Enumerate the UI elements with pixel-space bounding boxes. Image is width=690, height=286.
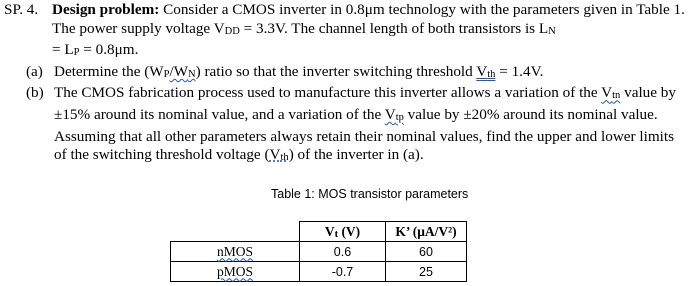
- part-b-post: ) of the inverter in (a).: [288, 146, 424, 164]
- vtp-sub: tp: [395, 111, 404, 123]
- header-vt-unit: (V): [338, 223, 361, 239]
- wp-subscript: P: [163, 68, 170, 80]
- part-a-label: (a): [26, 62, 43, 80]
- vtn-term: [601, 84, 620, 101]
- problem-intro: [52, 1, 688, 63]
- table-row: [171, 262, 467, 282]
- part-a-mid: /W: [169, 62, 189, 80]
- row-vt-nmos: 0.6: [300, 242, 386, 262]
- vth-main-b: V: [269, 146, 281, 164]
- part-a-text: [54, 63, 688, 85]
- wn-subscript: N: [188, 68, 196, 80]
- part-a-post-ratio: ) ratio so that the inverter switching threshold: [195, 62, 477, 80]
- header-k: K’ (μA/V²): [386, 222, 467, 242]
- vth-term-b: [270, 146, 289, 163]
- table-row: [171, 242, 467, 262]
- part-b-text: [54, 84, 688, 167]
- row-k-nmos: 60: [386, 242, 467, 262]
- header-vt-main: V: [324, 223, 335, 239]
- vdd-subscript: DD: [224, 25, 240, 37]
- part-a-post: = 1.4V.: [495, 62, 544, 80]
- ln-subscript: N: [548, 25, 556, 37]
- row-name-pmos: [171, 262, 300, 282]
- table-header-row: [171, 222, 467, 242]
- part-a: [26, 63, 688, 85]
- part-a-pre: Determine the (W: [54, 62, 164, 80]
- problem-title: Design problem:: [52, 1, 160, 18]
- vtp-main: V: [384, 105, 396, 123]
- vtn-main: V: [601, 84, 613, 102]
- header-blank: [171, 222, 300, 242]
- pmos-label: pMOS: [216, 263, 253, 279]
- problem-header: [4, 1, 688, 63]
- header-vt-sub: t: [334, 228, 339, 240]
- problem-statement: [4, 1, 688, 168]
- vth-main-a: V: [476, 62, 488, 80]
- vth-sub-a: th: [487, 68, 496, 80]
- part-b: [26, 84, 688, 167]
- vth-term-a: [476, 63, 495, 80]
- wn-term: [169, 63, 195, 80]
- problem-number: SP. 4.: [4, 1, 39, 18]
- part-b-mid2: value by ±20% around its nominal value. Assuming that all other parameters always retain their nominal values, find the upper and lower limits of the switching threshold voltage (: [54, 105, 674, 164]
- nmos-label: nMOS: [216, 243, 253, 259]
- row-vt-pmos: -0.7: [300, 262, 386, 282]
- table-caption: Table 1: MOS transistor parameters: [271, 187, 469, 201]
- part-b-label: (b): [26, 84, 44, 102]
- part-b-mid1: value by ±15% around its nominal value, and a variation of the: [54, 84, 676, 123]
- lp-subscript: P: [73, 47, 80, 59]
- row-name-nmos: [171, 242, 300, 262]
- header-vt: [300, 222, 386, 242]
- row-k-pmos: 25: [386, 262, 467, 282]
- vtp-term: [385, 106, 404, 123]
- vtn-sub: tn: [612, 90, 621, 102]
- vth-sub-b: th: [280, 152, 289, 164]
- mos-parameters-table: [170, 221, 467, 282]
- intro-text-4: = 0.8μm.: [79, 41, 139, 59]
- intro-text-2: = 3.3V. The channel length of both transistors is L: [239, 19, 549, 37]
- intro-text-3: = L: [52, 41, 74, 59]
- intro-text-1: Consider a CMOS inverter in 0.8μm technology with the parameters given in Table 1. The power supply voltage V: [52, 1, 685, 37]
- part-b-pre: The CMOS fabrication process used to manufacture this inverter allows a variation of the: [54, 84, 602, 102]
